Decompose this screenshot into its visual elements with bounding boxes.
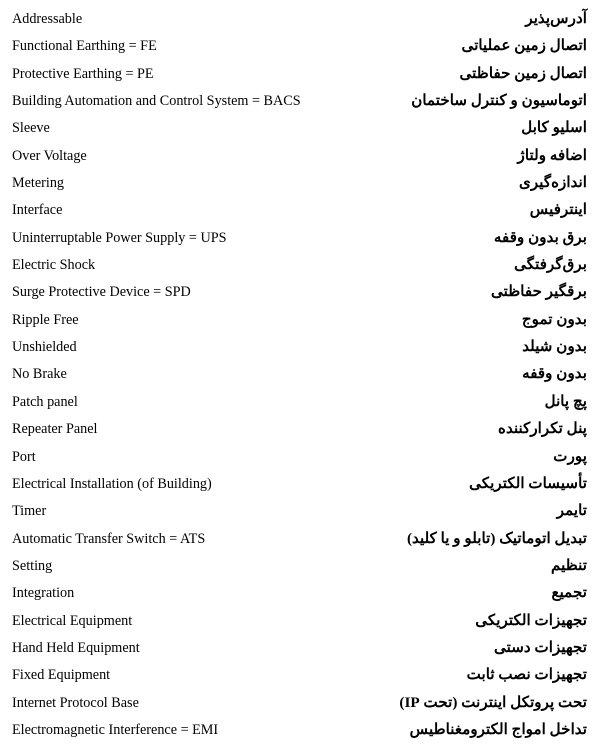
english-term: No Brake xyxy=(12,366,67,383)
persian-term: اسلیو کابل xyxy=(521,119,587,137)
english-term: Internet Protocol Base xyxy=(12,694,139,711)
glossary-row xyxy=(0,607,600,634)
persian-term: اضافه ولتاژ xyxy=(517,146,587,164)
glossary-row xyxy=(0,306,600,333)
english-term: Electromagnetic Interference = EMI xyxy=(12,721,219,738)
persian-term: بدون شیلد xyxy=(522,338,587,356)
english-term: Patch panel xyxy=(12,393,78,410)
glossary-row xyxy=(0,497,600,524)
english-term: Electric Shock xyxy=(12,257,96,274)
persian-term: اندازه‌گیری xyxy=(518,174,587,192)
glossary-table xyxy=(0,5,600,743)
persian-term: تجهیزات دستی xyxy=(493,638,587,656)
persian-term: اتصال زمین عملیاتی xyxy=(461,37,587,55)
persian-term: برق‌گرفتگی xyxy=(514,256,587,274)
glossary-row xyxy=(0,278,600,305)
glossary-row xyxy=(0,114,600,141)
glossary-row xyxy=(0,388,600,415)
english-term: Electrical Installation (of Building) xyxy=(12,475,212,492)
glossary-row xyxy=(0,5,600,32)
english-term: Integration xyxy=(12,585,75,602)
persian-term: تبدیل اتوماتیک (تابلو و یا کلید) xyxy=(406,529,587,547)
glossary-row xyxy=(0,251,600,278)
persian-term: تأسیسات الکتریکی xyxy=(469,474,587,492)
glossary-row xyxy=(0,333,600,360)
persian-term: اینترفیس xyxy=(529,201,587,219)
english-term: Repeater Panel xyxy=(12,421,98,438)
glossary-row xyxy=(0,470,600,497)
glossary-row xyxy=(0,689,600,716)
persian-term: پورت xyxy=(553,447,587,465)
english-term: Sleeve xyxy=(12,120,50,137)
persian-term: آدرس‌پذیر xyxy=(525,10,587,27)
persian-term: بدون وقفه xyxy=(522,365,587,383)
persian-term: تجمیع xyxy=(551,584,587,602)
persian-term: اتصال زمین حفاظتی xyxy=(459,64,587,82)
persian-term: پنل تکرارکننده xyxy=(498,420,587,438)
persian-term: تحت پروتکل اینترنت (تحت IP) xyxy=(399,693,587,711)
english-term: Building Automation and Control System = BACS xyxy=(12,93,301,110)
persian-term: اتوماسیون و کنترل ساختمان xyxy=(411,92,587,110)
persian-term: تجهیزات نصب ثابت xyxy=(466,666,587,684)
glossary-row xyxy=(0,87,600,114)
english-term: Fixed Equipment xyxy=(12,667,111,684)
glossary-row xyxy=(0,634,600,661)
glossary-row xyxy=(0,525,600,552)
english-term: Automatic Transfer Switch = ATS xyxy=(12,530,206,547)
persian-term: تجهیزات الکتریکی xyxy=(475,611,587,629)
english-term: Unshielded xyxy=(12,339,77,356)
english-term: Interface xyxy=(12,202,63,219)
glossary-row xyxy=(0,415,600,442)
english-term: Metering xyxy=(12,175,65,192)
glossary-row xyxy=(0,661,600,688)
glossary-row xyxy=(0,169,600,196)
glossary-row xyxy=(0,142,600,169)
english-term: Functional Earthing = FE xyxy=(12,38,157,55)
glossary-row xyxy=(0,579,600,606)
glossary-row xyxy=(0,32,600,59)
english-term: Ripple Free xyxy=(12,311,79,328)
glossary-row xyxy=(0,60,600,87)
english-term: Hand Held Equipment xyxy=(12,639,140,656)
english-term: Electrical Equipment xyxy=(12,612,133,629)
persian-term: پچ پانل xyxy=(544,392,587,410)
glossary-row xyxy=(0,443,600,470)
persian-term: برق بدون وقفه xyxy=(493,228,587,246)
glossary-row xyxy=(0,224,600,251)
english-term: Timer xyxy=(12,503,47,520)
glossary-row xyxy=(0,552,600,579)
glossary-row xyxy=(0,196,600,223)
english-term: Protective Earthing = PE xyxy=(12,65,154,82)
persian-term: برقگیر حفاظتی xyxy=(490,283,587,301)
english-term: Port xyxy=(12,448,36,465)
glossary-row xyxy=(0,360,600,387)
english-term: Setting xyxy=(12,557,53,574)
english-term: Over Voltage xyxy=(12,147,87,164)
english-term: Surge Protective Device = SPD xyxy=(12,284,191,301)
persian-term: تایمر xyxy=(556,502,587,520)
persian-term: بدون تموج xyxy=(521,310,587,328)
english-term: Addressable xyxy=(12,11,83,27)
english-term: Uninterruptable Power Supply = UPS xyxy=(12,229,227,246)
persian-term: تداخل امواج الکترومغناطیس xyxy=(409,720,587,738)
glossary-row xyxy=(0,716,600,743)
persian-term: تنظیم xyxy=(551,556,587,574)
